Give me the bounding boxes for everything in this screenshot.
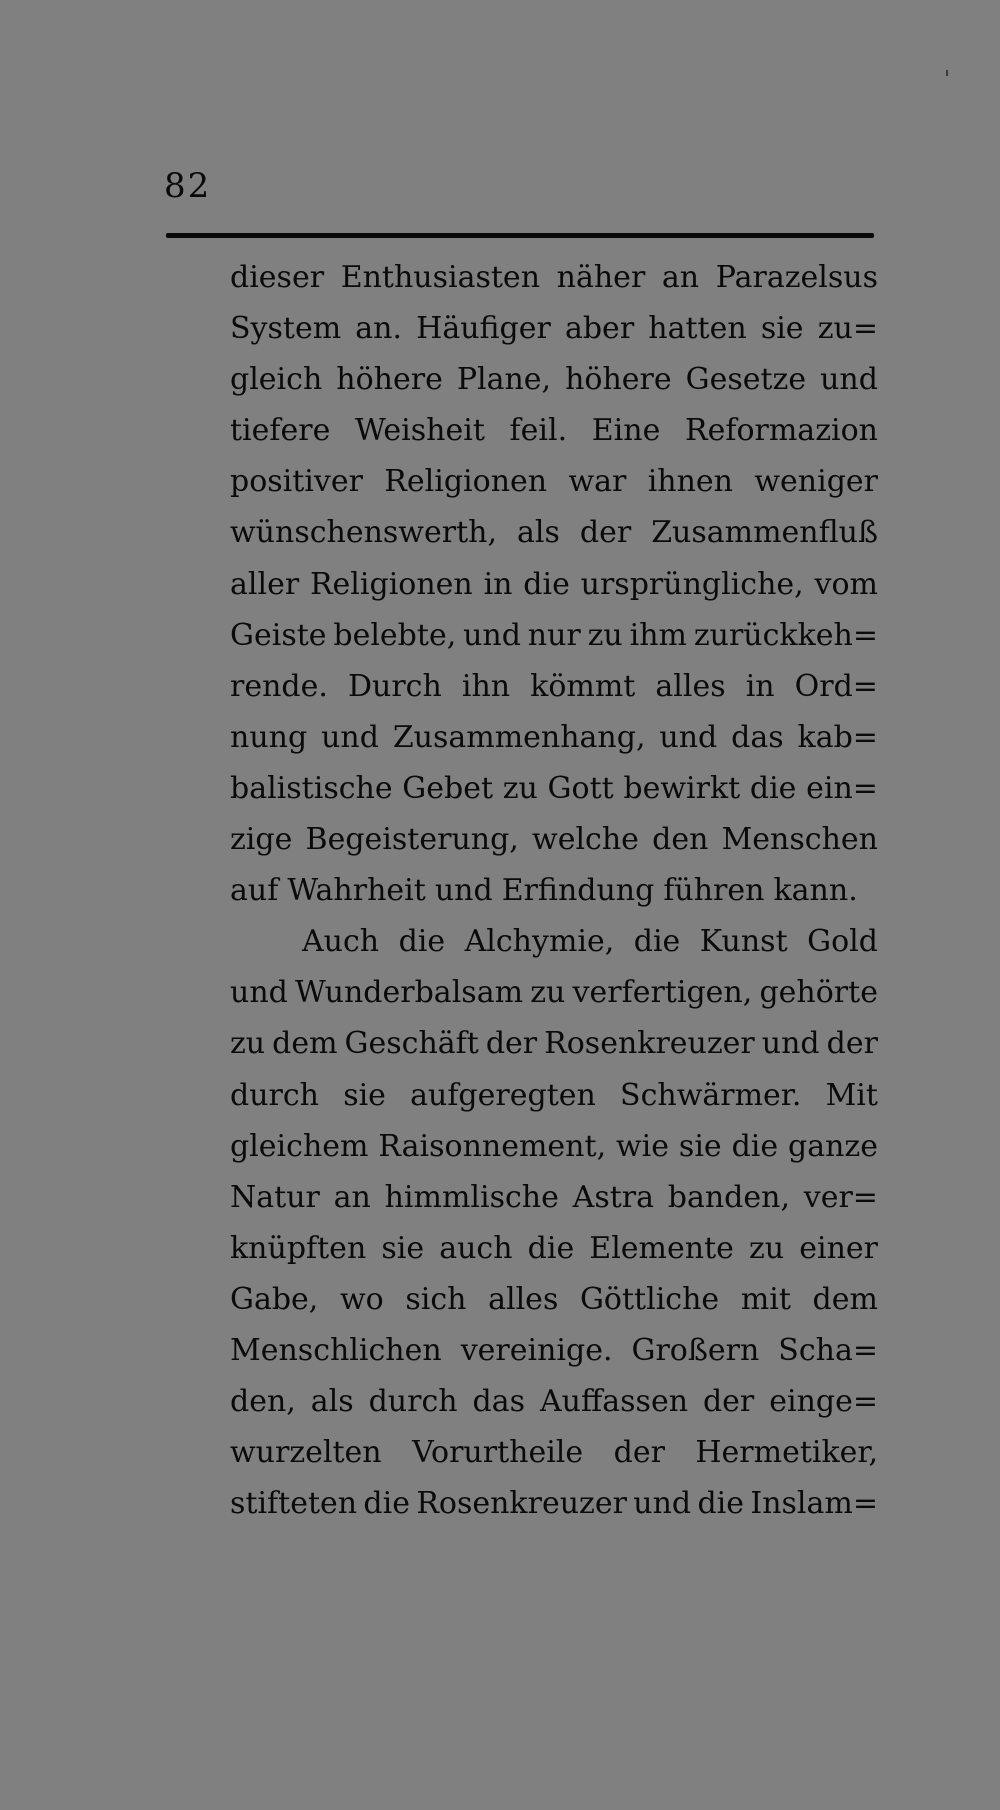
text-word: Gold — [807, 924, 878, 960]
text-word: zu= — [817, 311, 878, 347]
text-word: gleichem — [230, 1128, 369, 1164]
text-word: ihn — [461, 668, 511, 704]
text-word: Ord= — [794, 668, 878, 704]
text-word: das — [472, 1384, 526, 1420]
text-word: Göttliche — [579, 1281, 720, 1317]
text-word: Plane, — [456, 362, 552, 398]
text-word: die — [527, 1230, 575, 1266]
text-word: als — [310, 1384, 354, 1420]
text-word: himmlische — [384, 1179, 559, 1215]
text-word: verfertigen, — [572, 975, 753, 1011]
text-word: ihm — [629, 617, 687, 653]
text-word: wo — [339, 1281, 384, 1317]
text-word: führen — [663, 873, 765, 909]
text-word: alles — [655, 668, 726, 704]
text-word: Religionen — [384, 464, 548, 500]
text-word: aber — [564, 311, 635, 347]
text-word: und — [633, 1486, 692, 1522]
text-word: das — [731, 719, 784, 755]
text-word: Durch — [347, 668, 442, 704]
text-word: der — [613, 1435, 665, 1471]
text-word: zu — [502, 770, 538, 806]
text-word: Geiste — [230, 617, 327, 653]
text-word: feil. — [509, 413, 568, 449]
text-word: alles — [488, 1281, 559, 1317]
text-line — [230, 1121, 878, 1172]
text-word: Alchymie, — [464, 924, 615, 960]
text-word: Gabe, — [230, 1281, 319, 1317]
text-line — [230, 1070, 878, 1121]
text-word: ihnen — [647, 464, 733, 500]
text-word: nung — [230, 719, 308, 755]
text-word: zige — [230, 822, 293, 858]
text-word: welche — [532, 822, 639, 858]
text-word: ganze — [788, 1128, 878, 1164]
text-word: Zusammenfluß — [651, 515, 878, 551]
text-word: als — [517, 515, 560, 551]
text-word: Kunst — [699, 924, 788, 960]
text-line — [230, 763, 878, 814]
text-word: Menschlichen — [230, 1332, 442, 1368]
text-word: höhere — [565, 362, 672, 398]
text-word: Astra — [572, 1179, 654, 1215]
text-word: sie — [343, 1077, 386, 1113]
text-word: wie — [616, 1128, 670, 1164]
text-word: sich — [405, 1281, 467, 1317]
text-word: die — [633, 924, 681, 960]
text-word: höhere — [336, 362, 443, 398]
text-word: belebte, — [333, 617, 457, 653]
text-word: die — [398, 924, 446, 960]
text-word: der — [485, 1026, 538, 1062]
text-word: Zusammenhang, — [392, 719, 646, 755]
text-word: und — [434, 873, 493, 909]
text-word: Gebet — [402, 770, 494, 806]
text-word: kömmt — [530, 668, 636, 704]
text-word: Gott — [547, 770, 614, 806]
text-word: Begeisterung, — [305, 822, 519, 858]
text-word: Elemente — [589, 1230, 734, 1266]
text-word: der — [579, 515, 632, 551]
text-line — [230, 405, 878, 456]
text-word: einge= — [769, 1384, 878, 1420]
text-word: die — [731, 1128, 779, 1164]
text-word: die — [523, 566, 570, 602]
text-word: die — [749, 770, 797, 806]
text-word: auch — [439, 1230, 513, 1266]
text-line — [230, 610, 878, 661]
page-number: 82 — [164, 166, 212, 206]
text-word: Reformazion — [685, 413, 878, 449]
text-word: und — [321, 719, 379, 755]
text-word: dem — [812, 1281, 878, 1317]
text-word: zurückkeh= — [693, 617, 878, 653]
text-line — [230, 559, 878, 610]
text-word: Auch — [302, 924, 380, 960]
text-word: Wunderbalsam — [295, 975, 524, 1011]
text-word: an — [661, 260, 700, 295]
text-word: Mit — [825, 1077, 878, 1113]
text-line — [230, 1325, 878, 1376]
text-word: durch — [230, 1077, 319, 1113]
text-word: kab= — [797, 719, 878, 755]
text-word: Rosenkreuzer — [544, 1026, 755, 1062]
text-word: Schwärmer. — [620, 1077, 802, 1113]
text-word: aller — [230, 566, 300, 602]
text-word: sie — [760, 311, 804, 347]
text-word: hatten — [648, 311, 747, 347]
text-word: und — [761, 1026, 820, 1062]
text-word: der — [702, 1384, 755, 1420]
text-line — [230, 507, 878, 558]
text-word: aufgeregten — [410, 1077, 596, 1113]
text-word: zu — [748, 1230, 785, 1266]
text-word: den, — [230, 1384, 296, 1420]
text-word: in — [745, 668, 775, 704]
text-word: Rosenkreuzer — [416, 1486, 627, 1522]
text-word: Hermetiker, — [695, 1435, 878, 1471]
text-line — [230, 712, 878, 763]
text-word: knüpften — [230, 1230, 367, 1266]
text-word: an. — [355, 311, 403, 347]
header-rule — [166, 233, 874, 238]
text-word: positiver — [230, 464, 363, 500]
text-word: die — [697, 1486, 745, 1522]
text-word: in — [483, 566, 513, 602]
text-word: Inslam= — [750, 1486, 878, 1522]
text-word: wünschenswerth, — [230, 515, 497, 551]
text-line — [230, 865, 878, 916]
text-word: Gesetze — [685, 362, 807, 398]
text-word: Auffassen — [539, 1384, 689, 1420]
text-word: rende. — [230, 668, 328, 704]
text-word: Geschäft — [344, 1026, 479, 1062]
text-line — [230, 252, 878, 303]
text-word: und — [463, 617, 521, 653]
text-word: tiefere — [230, 413, 331, 449]
text-word: ein= — [806, 770, 878, 806]
text-line — [230, 661, 878, 712]
text-word: den — [652, 822, 709, 858]
text-line — [230, 1018, 878, 1069]
text-word: System — [230, 311, 342, 347]
text-line — [230, 1274, 878, 1325]
text-word: Wahrheit — [287, 873, 426, 909]
text-word: bewirkt — [623, 770, 741, 806]
text-word: vereinige. — [460, 1332, 613, 1368]
text-word: Vorurtheile — [412, 1435, 584, 1471]
text-word: einer — [799, 1230, 878, 1266]
paper-speck — [946, 70, 948, 76]
text-word: sie — [678, 1128, 722, 1164]
text-word: Großern — [631, 1332, 760, 1368]
text-line — [230, 1172, 878, 1223]
text-line — [230, 456, 878, 507]
text-word: kann. — [773, 873, 858, 909]
text-word: Religionen — [309, 566, 473, 602]
text-word: dem — [272, 1026, 338, 1062]
text-word: wurzelten — [230, 1435, 382, 1471]
text-word: und — [820, 362, 878, 398]
text-word: zu — [230, 1026, 266, 1062]
text-word: gleich — [230, 362, 323, 398]
text-word: war — [568, 464, 627, 500]
text-word: ursprüngliche, — [580, 566, 804, 602]
text-word: Menschen — [721, 822, 878, 858]
text-line — [230, 916, 878, 967]
text-word: zu — [587, 617, 623, 653]
text-line — [230, 1376, 878, 1427]
text-word: Raisonnement, — [378, 1128, 607, 1164]
text-line — [230, 1478, 878, 1529]
text-word: Häufiger — [416, 311, 551, 347]
text-word: und — [230, 975, 288, 1011]
text-word: Parazelsus — [715, 260, 878, 295]
text-word: mit — [740, 1281, 791, 1317]
text-line — [230, 967, 878, 1018]
text-word: und — [659, 719, 718, 755]
text-word: Erfindung — [501, 873, 655, 909]
text-word: auf — [230, 873, 279, 909]
text-line — [230, 1223, 878, 1274]
text-line — [230, 303, 878, 354]
text-word: banden, — [667, 1179, 790, 1215]
text-word: dieser — [230, 260, 325, 295]
text-word: der — [826, 1026, 878, 1062]
text-word: die — [363, 1486, 410, 1522]
text-word: Enthusiasten — [340, 260, 541, 295]
text-word: gehörte — [759, 975, 878, 1011]
text-word: durch — [368, 1384, 458, 1420]
text-word: vom — [814, 566, 878, 602]
text-word: näher — [556, 260, 646, 295]
body-text — [230, 252, 878, 1529]
text-word: an — [333, 1179, 371, 1215]
text-word: balistische — [230, 770, 393, 806]
text-word: Eine — [591, 413, 661, 449]
text-word: ver= — [803, 1179, 878, 1215]
text-word: Natur — [230, 1179, 320, 1215]
text-word: stifteten — [230, 1486, 358, 1522]
text-word: Scha= — [778, 1332, 878, 1368]
text-word: nur — [527, 617, 581, 653]
text-word: weniger — [754, 464, 878, 500]
text-word: Weisheit — [355, 413, 485, 449]
text-line — [230, 354, 878, 405]
text-line — [230, 1427, 878, 1478]
text-line — [230, 814, 878, 865]
text-word: sie — [381, 1230, 425, 1266]
text-word: zu — [530, 975, 566, 1011]
